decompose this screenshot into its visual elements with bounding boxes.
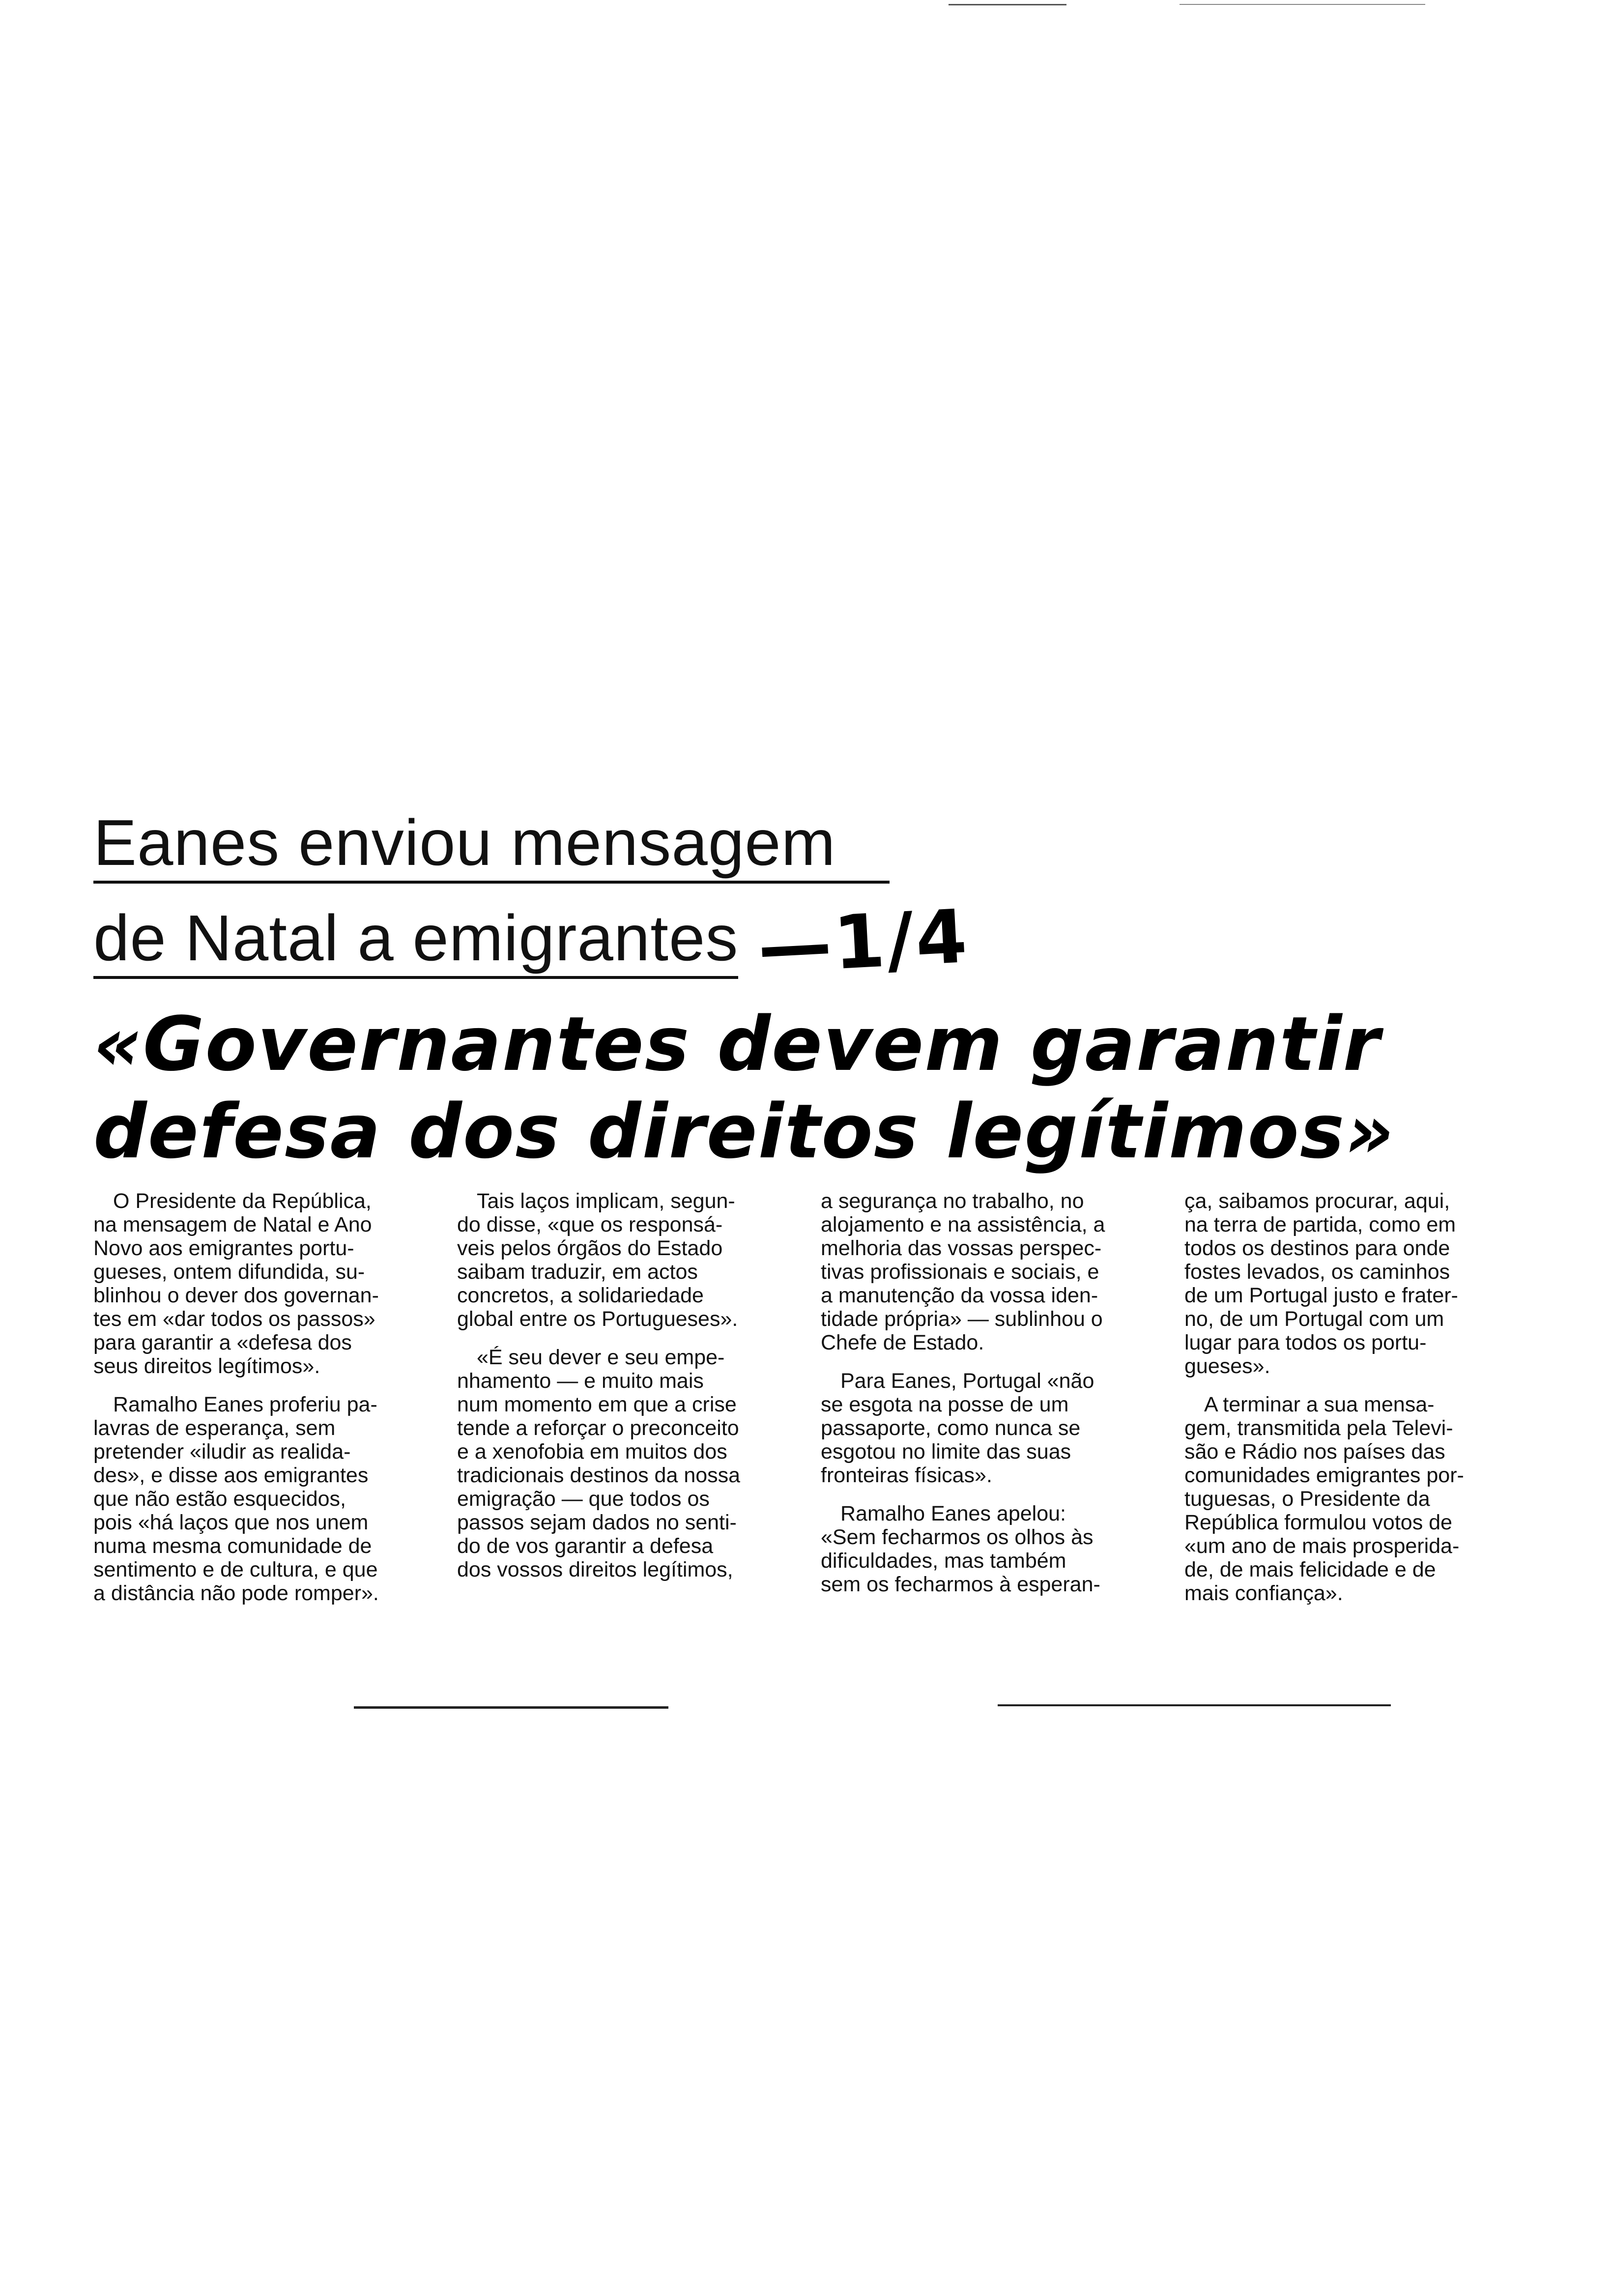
kicker-line-1: Eanes enviou mensagem [93,806,890,884]
headline-line-1: «Governantes devem garantir [93,1001,1381,1088]
paragraph: Para Eanes, Portugal «não se esgota na posse de um passaporte, como nunca se esgotou no limite das suas fronteiras físicas». [821,1369,1094,1487]
kicker [93,806,1519,991]
paragraph: a segurança no trabalho, no alojamento e na assistência, a melhoria das vossas perspec- tivas profissionais e sociais, e a manutenção da vossa iden- tidade própria» — sublinhou o Chefe de Estado. [821,1189,1105,1354]
headline [93,1001,1528,1176]
article-column-4 [1184,1189,1509,1620]
article-column-2 [457,1189,781,1620]
bottom-rule-right [998,1704,1391,1706]
headline-line-2: defesa dos direitos legítimos» [93,1088,1395,1175]
article-column-3 [821,1189,1145,1620]
handwritten-page-note: —1/4 [756,893,972,991]
article-body [93,1189,1509,1620]
kicker-row-2 [93,893,1519,991]
paragraph: Tais laços implicam, segun- do disse, «que os responsá- veis pelos órgãos do Estado saibam traduzir, em actos concretos, a solidariedade global entre os Portugueses». [457,1189,738,1331]
paragraph: A terminar a sua mensa- gem, transmitida pela Televi- são e Rádio nos países das comunidades emigrantes por- tuguesas, o Presidente da República formulou votos de «um ano de mais prosperida- de, de mais felicidade e de mais confiança». [1184,1393,1464,1605]
newspaper-clipping [93,806,1519,1605]
article-column-1 [93,1189,418,1620]
paragraph: Ramalho Eanes proferiu pa- lavras de esperança, sem pretender «iludir as realida- des», e disse aos emigrantes que não estão esquecidos, pois «há laços que nos unem numa mesma comunidade de sentimento e de cultura, e que a distância não pode romper». [93,1393,379,1605]
kicker-line-2: de Natal a emigrantes [93,901,738,979]
paragraph: ça, saibamos procurar, aqui, na terra de partida, como em todos os destinos para onde fostes levados, os caminhos de um Portugal justo e frater- no, de um Portugal com um lugar para todos os portu- gueses». [1184,1189,1458,1378]
bottom-rule-left [354,1706,668,1709]
scan-edge-mark-top-left [949,4,1066,5]
paragraph: «É seu dever e seu empe- nhamento — e muito mais num momento em que a crise tende a reforçar o preconceito e a xenofobia em muitos dos tradicionais destinos da nossa emigração — que todos os passos sejam dados no senti- do de vos garantir a defesa dos vossos direitos legítimos, [457,1346,741,1581]
paragraph: Ramalho Eanes apelou: «Sem fecharmos os olhos às dificuldades, mas também sem os fecharmos à esperan- [821,1502,1100,1596]
paragraph: O Presidente da República, na mensagem de Natal e Ano Novo aos emigrantes portu- gueses, ontem difundida, su- blinhou o dever dos governan- tes em «dar todos os passos» para garantir a «defesa dos seus direitos legítimos». [93,1189,379,1378]
scan-edge-mark-top-right [1180,4,1425,5]
